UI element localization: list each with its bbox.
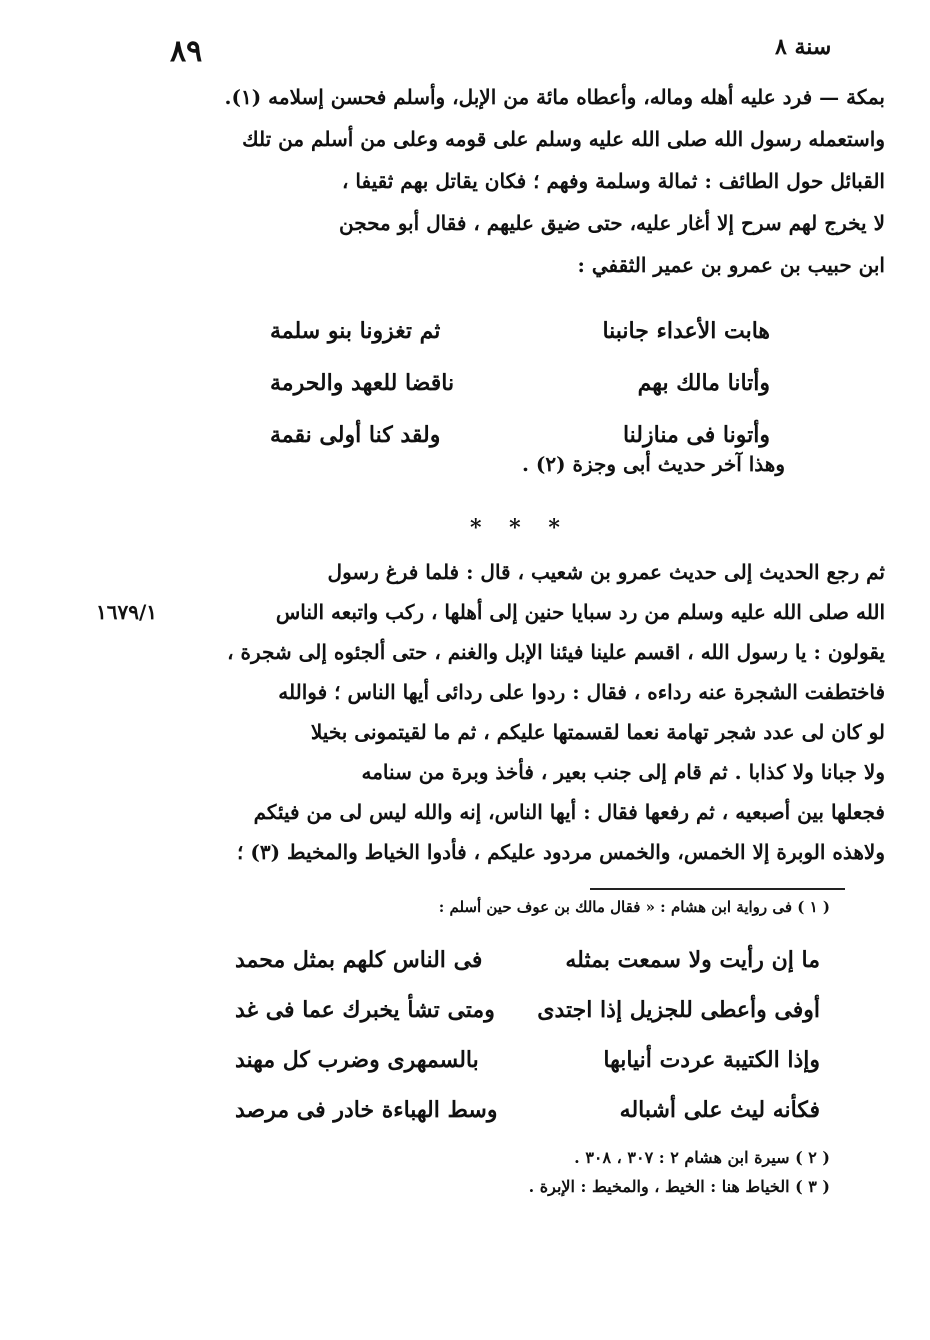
verse-second-hemistich: ولقد كنا أولى نقمة xyxy=(270,422,441,448)
poem-verse xyxy=(235,935,820,985)
poem-closing-line: وهذا آخر حديث أبى وجزة (٢) . xyxy=(521,452,785,476)
main-paragraph-2 xyxy=(180,552,885,872)
text-line: ابن حبيب بن عمرو بن عمير الثقفي : xyxy=(577,253,885,277)
text-line: بمكة — فرد عليه أهله وماله، وأعطاه مائة من الإبل، وأسلم فحسن إسلامه (١). xyxy=(224,85,885,109)
text-line: القبائل حول الطائف : ثمالة وسلمة وفهم ؛ فكان يقاتل بهم ثقيفا ، xyxy=(341,169,885,193)
verse-second-hemistich: ناقضا للعهد والحرمة xyxy=(270,370,455,396)
section-separator: * * * xyxy=(470,515,570,541)
footnote-divider xyxy=(590,888,845,890)
text-line: فجعلها بين أصبعيه ، ثم رفعها فقال : أيها الناس، إنه والله ليس لى من فيئكم xyxy=(253,800,885,824)
page-number: ٨٩ xyxy=(170,34,203,69)
verse-second-hemistich: فى الناس كلهم بمثل محمد xyxy=(235,947,483,973)
poem-verse xyxy=(270,305,770,357)
verse-second-hemistich: ثم تغزونا بنو سلمة xyxy=(270,318,441,344)
text-line: لا يخرج لهم سرح إلا أغار عليه، حتى ضيق عليهم ، فقال أبو محجن xyxy=(338,211,885,235)
verse-first-hemistich: أوفى وأعطى للجزيل إذا اجتدى xyxy=(537,997,820,1023)
footnote-2: ( ٢ ) سيرة ابن هشام ٢ : ٣٠٧ ، ٣٠٨ . xyxy=(574,1148,830,1167)
text-line: واستعمله رسول الله صلى الله عليه وسلم على قومه وعلى من أسلم من تلك xyxy=(242,127,885,151)
verse-first-hemistich: فكأنه ليث على أشباله xyxy=(619,1097,820,1123)
poem-verse xyxy=(235,1035,820,1085)
text-line: لو كان لى عدد شجر تهامة نعما لقسمتها عليكم ، ثم ما لقيتمونى بخيلا xyxy=(310,720,885,744)
text-line: ولا جبانا ولا كذابا . ثم قام إلى جنب بعير ، فأخذ وبرة من سنامه xyxy=(361,760,885,784)
text-line: يقولون : يا رسول الله ، اقسم علينا فيئنا الإبل والغنم ، حتى ألجئوه إلى شجرة ، xyxy=(227,640,885,664)
poem-verses xyxy=(270,305,770,461)
verse-first-hemistich: ما إن رأيت ولا سمعت بمثله xyxy=(565,947,820,973)
verse-first-hemistich: وإذا الكتيبة عردت أنيابها xyxy=(603,1047,820,1073)
poem-verse xyxy=(270,357,770,409)
margin-reference: ١٦٧٩/١ xyxy=(96,600,158,624)
footnote-poem xyxy=(235,935,820,1135)
text-line: فاختطفت الشجرة عنه رداءه ، فقال : ردوا على ردائى أيها الناس ؛ فوالله xyxy=(278,680,885,704)
text-line: الله صلى الله عليه وسلم من رد سبايا حنين إلى أهلها ، ركب واتبعه الناس xyxy=(275,600,885,624)
footnote-1: ( ١ ) فى رواية ابن هشام : « فقال مالك بن عوف حين أسلم : xyxy=(438,898,830,916)
verse-first-hemistich: وأتونا فى منازلنا xyxy=(622,422,770,448)
poem-verse xyxy=(235,1085,820,1135)
verse-second-hemistich: بالسمهرى وضرب كل مهند xyxy=(235,1047,479,1073)
verse-first-hemistich: هابت الأعداء جانبنا xyxy=(602,318,770,344)
verse-second-hemistich: وسط الهباءة خادر فى مرصد xyxy=(235,1097,498,1123)
main-paragraph-1 xyxy=(175,76,885,286)
text-line: ثم رجع الحديث إلى حديث عمرو بن شعيب ، قال : فلما فرغ رسول xyxy=(327,560,885,584)
footnote-3: ( ٣ ) الخياط هنا : الخيط ، والمخيط : الإبرة . xyxy=(528,1177,830,1196)
poem-verse xyxy=(235,985,820,1035)
verse-first-hemistich: وأتانا مالك بهم xyxy=(637,370,770,396)
running-header-year: سنة ٨ xyxy=(775,34,832,60)
text-line: ولاهذه الوبرة إلا الخمس، والخمس مردود عليكم ، فأدوا الخياط والمخيط (٣) ؛ xyxy=(237,840,885,864)
verse-second-hemistich: ومتى تشأ يخبرك عما فى غد xyxy=(235,997,495,1023)
